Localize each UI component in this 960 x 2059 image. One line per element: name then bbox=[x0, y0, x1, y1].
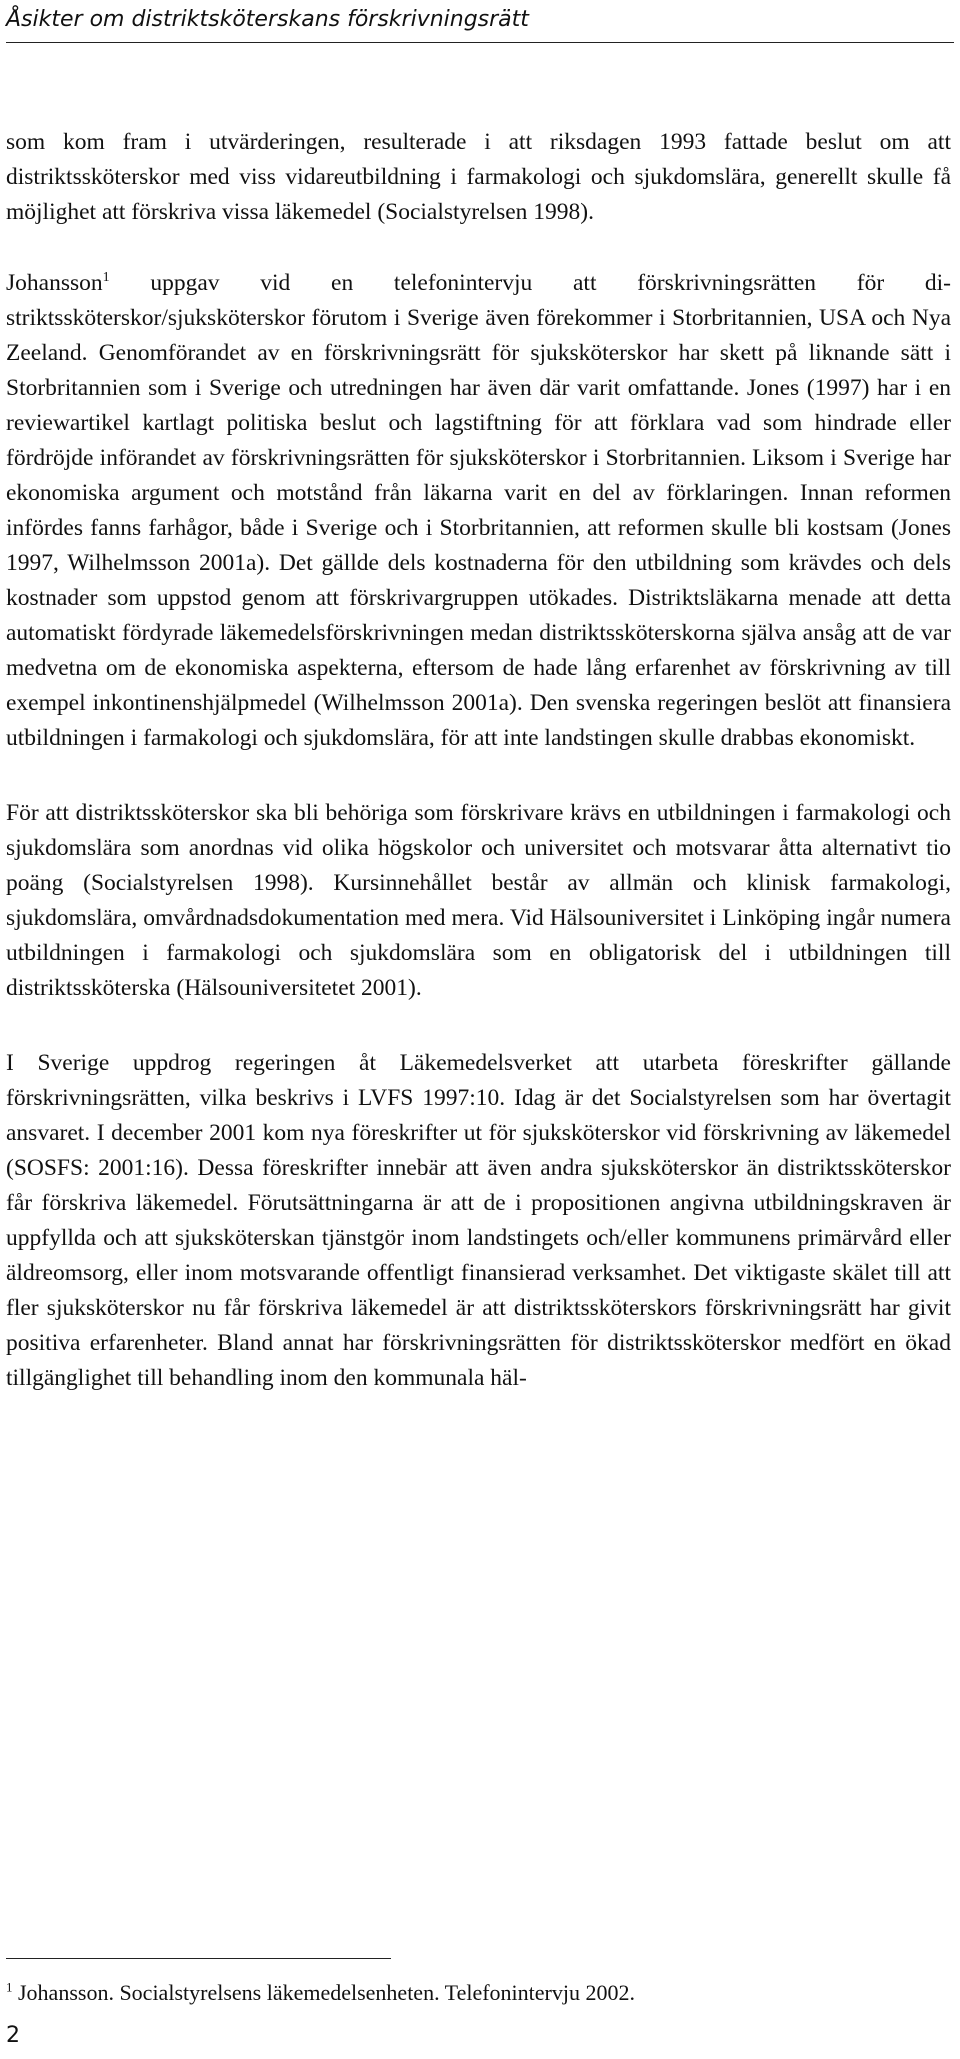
paragraph-spacer bbox=[6, 230, 951, 266]
paragraph-3: För att distriktssköterskor ska bli behöriga som förskrivare krävs en utbildningen i farmakologi och sjukdomslära som anordnas vid olika högskolor och universitet och motsvarar åtta alternativt tio poäng (Socialstyrelsen 1998). Kursinnehållet består av allmän och klinisk farmakologi, sjukdomslära, omvårdnadsdokumentation med mera. Vid Hälsouniversitet i Linköping ingår numera utbildningen i farmakologi och sjukdomslära som en obligatorisk del i utbildningen till distriktssköterska (Hälsouniversitetet 2001). bbox=[6, 800, 951, 1001]
paragraph-1: som kom fram i utvärderingen, resulterade i att riksdagen 1993 fattade beslut om att distriktssköterskor med viss vidareutbildning i farmakologi och sjukdomslära, generellt skulle få möjlighet att förskriva vissa läkemedel (Socialstyrelsen 1998). bbox=[6, 129, 951, 225]
page-number: 2 bbox=[6, 2023, 20, 2048]
footnote-marker: 1 bbox=[6, 1979, 13, 1995]
footnote-text: Johansson. Socialstyrelsens läkemedelsenheten. Telefonintervju 2002. bbox=[12, 1980, 635, 2005]
paragraph-spacer bbox=[6, 1006, 951, 1046]
paragraph-2-text: uppgav vid en telefonintervju att förskrivningsrätten för distriktssköterskor/sjuksköterskor förutom i Sverige även förekommer i Storbritannien, USA och Nya Zeeland. Genomförandet av en förskrivningsrätt för sjuksköterskor har skett på liknande sätt i Storbritannien som i Sverige och utredningen har även där varit omfattande. Jones (1997) har i en reviewartikel kartlagt politiska beslut och lagstiftning för att förklara vad som hindrade eller fördröjde införandet av förskrivningsrätten för sjuksköterskor i Storbritannien. Liksom i Sverige har ekonomiska argument och motstånd från läkarna varit en del av förklaringen. Innan reformen infördes fanns farhågor, både i Sverige och i Storbritannien, att reformen skulle bli kostsam (Jones 1997, Wilhelmsson 2001a). Det gällde dels kostnaderna för den utbildning som krävdes och dels kostnader som uppstod genom att förskrivargruppen utökades. Distriktsläkarna menade att detta automatiskt fördyrade läkemedelsförskrivningen medan distriktssköterskorna själva ansåg att de var medvetna om de ekonomiska aspekterna, eftersom de hade lång erfarenhet av förskrivning av till exempel inkontinenshjälpmedel (Wilhelmsson 2001a). Den svenska regeringen beslöt att finansiera utbildningen i farmakologi och sjukdomslära, för att inte landstingen skulle drabbas ekonomiskt. bbox=[6, 270, 951, 751]
footnote bbox=[6, 1979, 951, 2007]
paragraph-2 bbox=[6, 266, 951, 756]
footnote-reference: 1 bbox=[102, 270, 110, 286]
paragraph-2-lead: Johansson bbox=[6, 270, 103, 296]
document-body bbox=[6, 125, 951, 1396]
running-header: Åsikter om distriktsköterskans förskrivningsrätt bbox=[6, 7, 529, 32]
header-divider bbox=[6, 42, 954, 43]
footnote-divider bbox=[6, 1958, 391, 1959]
paragraph-4: I Sverige uppdrog regeringen åt Läkemedelsverket att utarbeta föreskrifter gällande förskrivningsrätten, vilka beskrivs i LVFS 1997:10. Idag är det Socialstyrelsen som har övertagit ansvaret. I december 2001 kom nya föreskrifter ut för sjuksköterskor vid förskrivning av läkemedel (SOSFS: 2001:16). Dessa föreskrifter innebär att även andra sjuksköterskor än distriktssköterskor får förskriva läkemedel. Förutsättningarna är att de i propositionen angivna utbildningskraven är uppfyllda och att sjuksköterskan tjänstgör inom landstingets och/eller kommunens primärvård eller äldreomsorg, eller inom motsvarande offentligt finansierad verksamhet. Det viktigaste skälet till att fler sjuksköterskor nu får förskriva läkemedel är att distriktssköterskors förskrivningsrätt har givit positiva erfarenheter. Bland annat har förskrivningsrätten för distriktssköterskor medfört en ökad tillgänglighet till behandling inom den kommunala häl- bbox=[6, 1050, 951, 1391]
paragraph-spacer bbox=[6, 756, 951, 796]
